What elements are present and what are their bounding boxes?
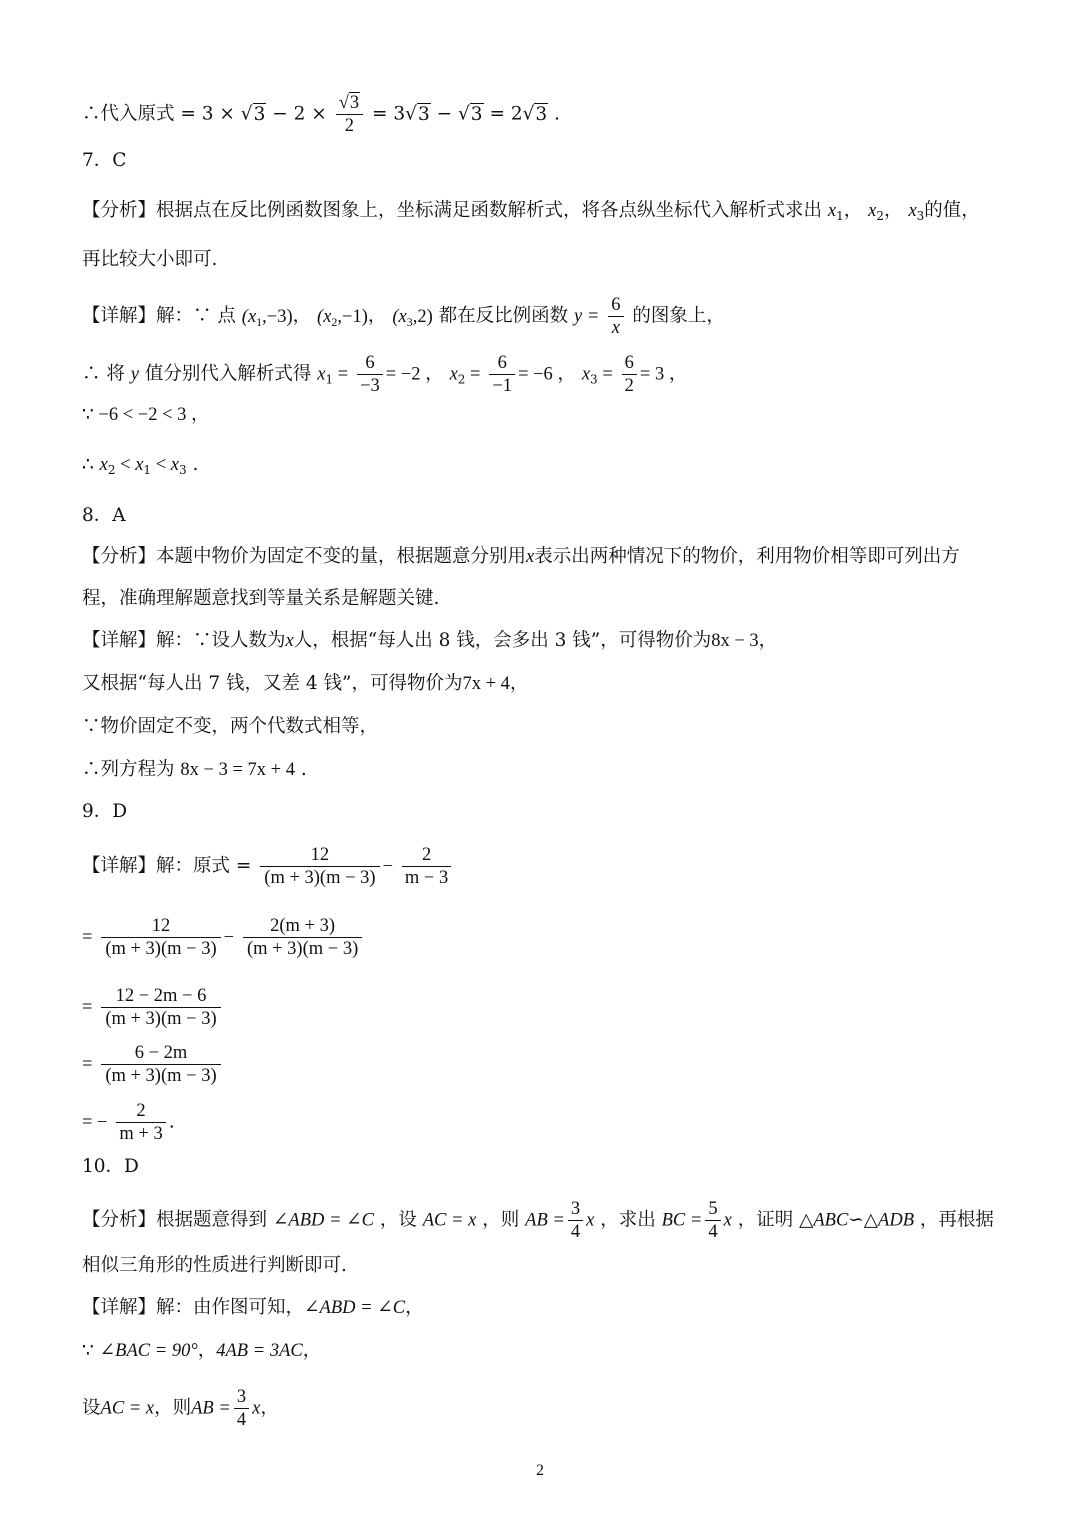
fraction [402,844,451,889]
question-9-heading: 9．D [82,801,128,822]
expression: BC = [661,1210,703,1231]
text: ， [260,1397,279,1419]
denominator: (m + 3)(m − 3) [105,939,217,959]
text: ∴列方程为 [82,759,181,780]
var: x [827,201,837,221]
text: . [548,103,560,125]
numerator: 2 [402,844,451,867]
fraction [243,915,362,960]
text: ， [758,630,778,651]
var: x [135,455,144,475]
var: x [317,364,326,385]
var: x [581,364,591,385]
q10-analysis-cont: 相似三角形的性质进行判断即可. [82,1255,347,1276]
text: 【详解】解：由作图可知， [82,1297,305,1318]
point: (x [392,306,407,327]
subscript: 2 [331,314,338,329]
denominator: m − 3 [404,868,449,888]
text: = [465,364,481,385]
var: x [285,631,294,651]
text: 表示出两种情况下的物价，利用物价相等即可列出方 [534,546,960,567]
radicand: 3 [253,103,266,125]
denominator: 2 [624,376,634,396]
text: ∴ [82,454,100,475]
denominator: 4 [708,1222,718,1242]
text: 【详解】解：∵ 点 [82,305,236,327]
text: = [82,1054,93,1075]
text: = [597,364,613,385]
text: = 3 ， [639,364,688,385]
text: < [151,455,171,475]
var: x [170,455,179,475]
text: − [382,856,394,877]
fraction: $\frac{√3}{2}$ [336,92,363,137]
question-8-heading: 8．A [82,505,126,526]
denominator: (m + 3)(m − 3) [105,1066,217,1086]
expression: △ABC∽△ADB [799,1210,914,1231]
text: = − [82,1112,108,1133]
text: 都在反比例函数 [438,305,569,327]
text: = 2√ [483,103,535,125]
text: 的值， [924,200,980,221]
denominator: −1 [492,376,513,396]
text: ∴ 将 [82,363,125,385]
text: ∵ [82,1340,100,1361]
q10-detail [82,1294,1000,1322]
point: (x [241,306,257,327]
subscript: 1 [325,372,334,387]
text: ，设 [379,1209,417,1231]
text: = −6 ， [518,364,576,385]
q8-detail-2 [82,670,1000,698]
denominator: 2 [344,116,355,136]
q7-detail [82,294,1000,339]
expression: AC = x [422,1210,477,1231]
text: − [223,927,235,948]
fraction [705,1198,720,1243]
point: (x [317,306,332,327]
radicand: 3 [417,103,430,125]
subscript: 1 [256,314,263,329]
var: x [723,1210,732,1231]
q10-analysis [82,1198,1000,1243]
q7-analysis [82,197,1000,225]
point: ,−1) [337,306,368,327]
var: x [449,364,458,385]
fraction [101,915,220,960]
text: = 3√ [371,103,417,125]
denominator: (m + 3)(m − 3) [105,1009,217,1029]
subscript: 3 [406,314,413,329]
denominator: (m + 3)(m − 3) [246,939,359,959]
numerator: 6 [489,352,515,375]
q9-step-1 [82,844,1000,889]
function-lhs: y = [574,306,600,327]
text: ， [302,1340,322,1361]
text: = [82,927,93,948]
point: ,−3) [262,306,293,327]
denominator: m + 3 [119,1124,163,1144]
text: ，证明 [737,1209,794,1231]
numerator: 12 [260,844,379,867]
fraction [260,844,379,889]
q9-step-3 [82,985,1000,1030]
numerator: 6 [608,294,623,317]
text: ， [292,305,312,327]
text: 值分别代入解析式得 [144,363,312,385]
numerator: 6 − 2m [101,1042,220,1065]
question-7-heading: 7．C [82,150,127,171]
var: x [252,1398,261,1419]
numerator: 3 [568,1198,583,1221]
text: = −2 ， [385,364,444,385]
expression: ∠ABD = ∠C [304,1298,406,1318]
q7-analysis-cont: 再比较大小即可. [82,249,218,270]
subscript: 3 [916,209,925,223]
var: x [868,201,877,221]
numerator: 2(m + 3) [243,915,362,938]
subscript: 2 [107,463,116,477]
radicand: 3 [535,103,548,125]
denominator: (m + 3)(m − 3) [264,868,376,888]
fraction [101,985,220,1030]
q8-analysis-cont: 程，准确理解题意找到等量关系是解题关键. [82,588,440,609]
fraction [116,1100,165,1145]
fraction [357,352,383,397]
text: 人，根据“每人出 8 钱，会多出 3 钱”，可得物价为 [293,630,712,651]
denominator: 4 [236,1410,247,1430]
text: ，则 [154,1397,192,1419]
denominator: 4 [570,1222,581,1242]
subscript: 2 [876,209,885,223]
text: ， [367,305,387,327]
text: ，则 [482,1209,520,1231]
text: < [115,455,136,475]
text: = [82,997,93,1018]
text: − 2 × [266,103,327,125]
q8-detail-3: ∵物价固定不变，两个代数式相等， [82,716,379,737]
text: ， [405,1297,424,1318]
question-10-heading: 10．D [82,1156,139,1177]
fraction [234,1386,249,1431]
text: ， [843,200,863,221]
numerator: 6 [357,352,383,375]
q8-detail [82,627,1000,655]
q9-result [82,1100,1000,1145]
numerator: 12 − 2m − 6 [101,985,220,1008]
expression: AB = [191,1398,231,1419]
expression: ∠ABD = ∠C [272,1210,374,1231]
radicand: 3 [470,103,483,125]
text: 【分析】本题中物价为固定不变的量，根据题意分别用 [82,546,527,567]
q8-analysis [82,543,1000,571]
line-substitution [82,92,1000,137]
fraction [608,294,623,339]
text: ， [509,673,529,694]
subscript: 3 [178,463,187,477]
expression: AB = [525,1210,565,1231]
var: y [130,364,139,385]
denominator: −3 [360,376,380,396]
text: 的图象上， [632,305,725,327]
text: − √ [430,103,470,125]
subscript: 3 [590,372,598,387]
fraction [622,352,637,397]
fraction [568,1198,583,1243]
text: ，再根据 [919,1209,994,1231]
q10-given [82,1337,1000,1365]
q7-substitution [82,352,1000,397]
subscript: 1 [836,209,844,223]
expression: 7x + 4 [462,674,510,694]
q7-compare: ∵ −6 < −2 < 3 ， [82,405,210,425]
text: ，求出 [600,1209,656,1231]
numerator: 2 [116,1100,165,1123]
var: x [99,455,108,475]
text: ∴代入原式 = 3 × √ [82,103,253,125]
text: . [186,454,199,475]
fraction [101,1042,220,1087]
var: x [908,201,917,221]
text: 设 [82,1397,101,1419]
text: ， [884,200,903,221]
denominator: x [611,318,620,338]
text: = [333,364,349,385]
text: 【详解】解：原式 = [82,855,252,877]
q10-let [82,1386,1000,1431]
expression: 4AB = 3AC [216,1341,303,1361]
var: x [586,1210,595,1231]
text: 又根据“每人出 7 钱，又差 4 钱”，可得物价为 [82,673,463,694]
fraction [489,352,515,397]
q9-step-2 [82,915,1000,960]
radicand: 3 [349,93,360,113]
text: 【分析】根据点在反比例函数图象上，坐标满足函数解析式，将各点纵坐标代入解析式求出 [82,200,823,221]
subscript: 1 [143,463,152,477]
numerator: 12 [101,915,220,938]
q9-step-4 [82,1042,1000,1087]
q7-conclusion [82,451,1000,479]
text: 【分析】根据题意得到 [82,1209,268,1231]
q8-equation [82,756,1000,784]
var: x [526,547,535,567]
page-number: 2 [536,1462,544,1479]
text: . [294,759,307,780]
numerator: 5 [705,1198,720,1221]
numerator: 6 [622,352,637,375]
expression: AC = x [100,1398,155,1419]
point: ,2) [412,306,433,327]
expression: 8x − 3 = 7x + 4 [180,760,295,780]
text: . [168,1111,175,1133]
numerator: 3 [234,1386,249,1409]
expression: ∠BAC = 90° [99,1341,198,1361]
expression: 8x − 3 [711,631,759,651]
text: 【详解】解：∵设人数为 [82,630,286,651]
subscript: 2 [457,372,466,387]
text: ， [197,1340,217,1361]
